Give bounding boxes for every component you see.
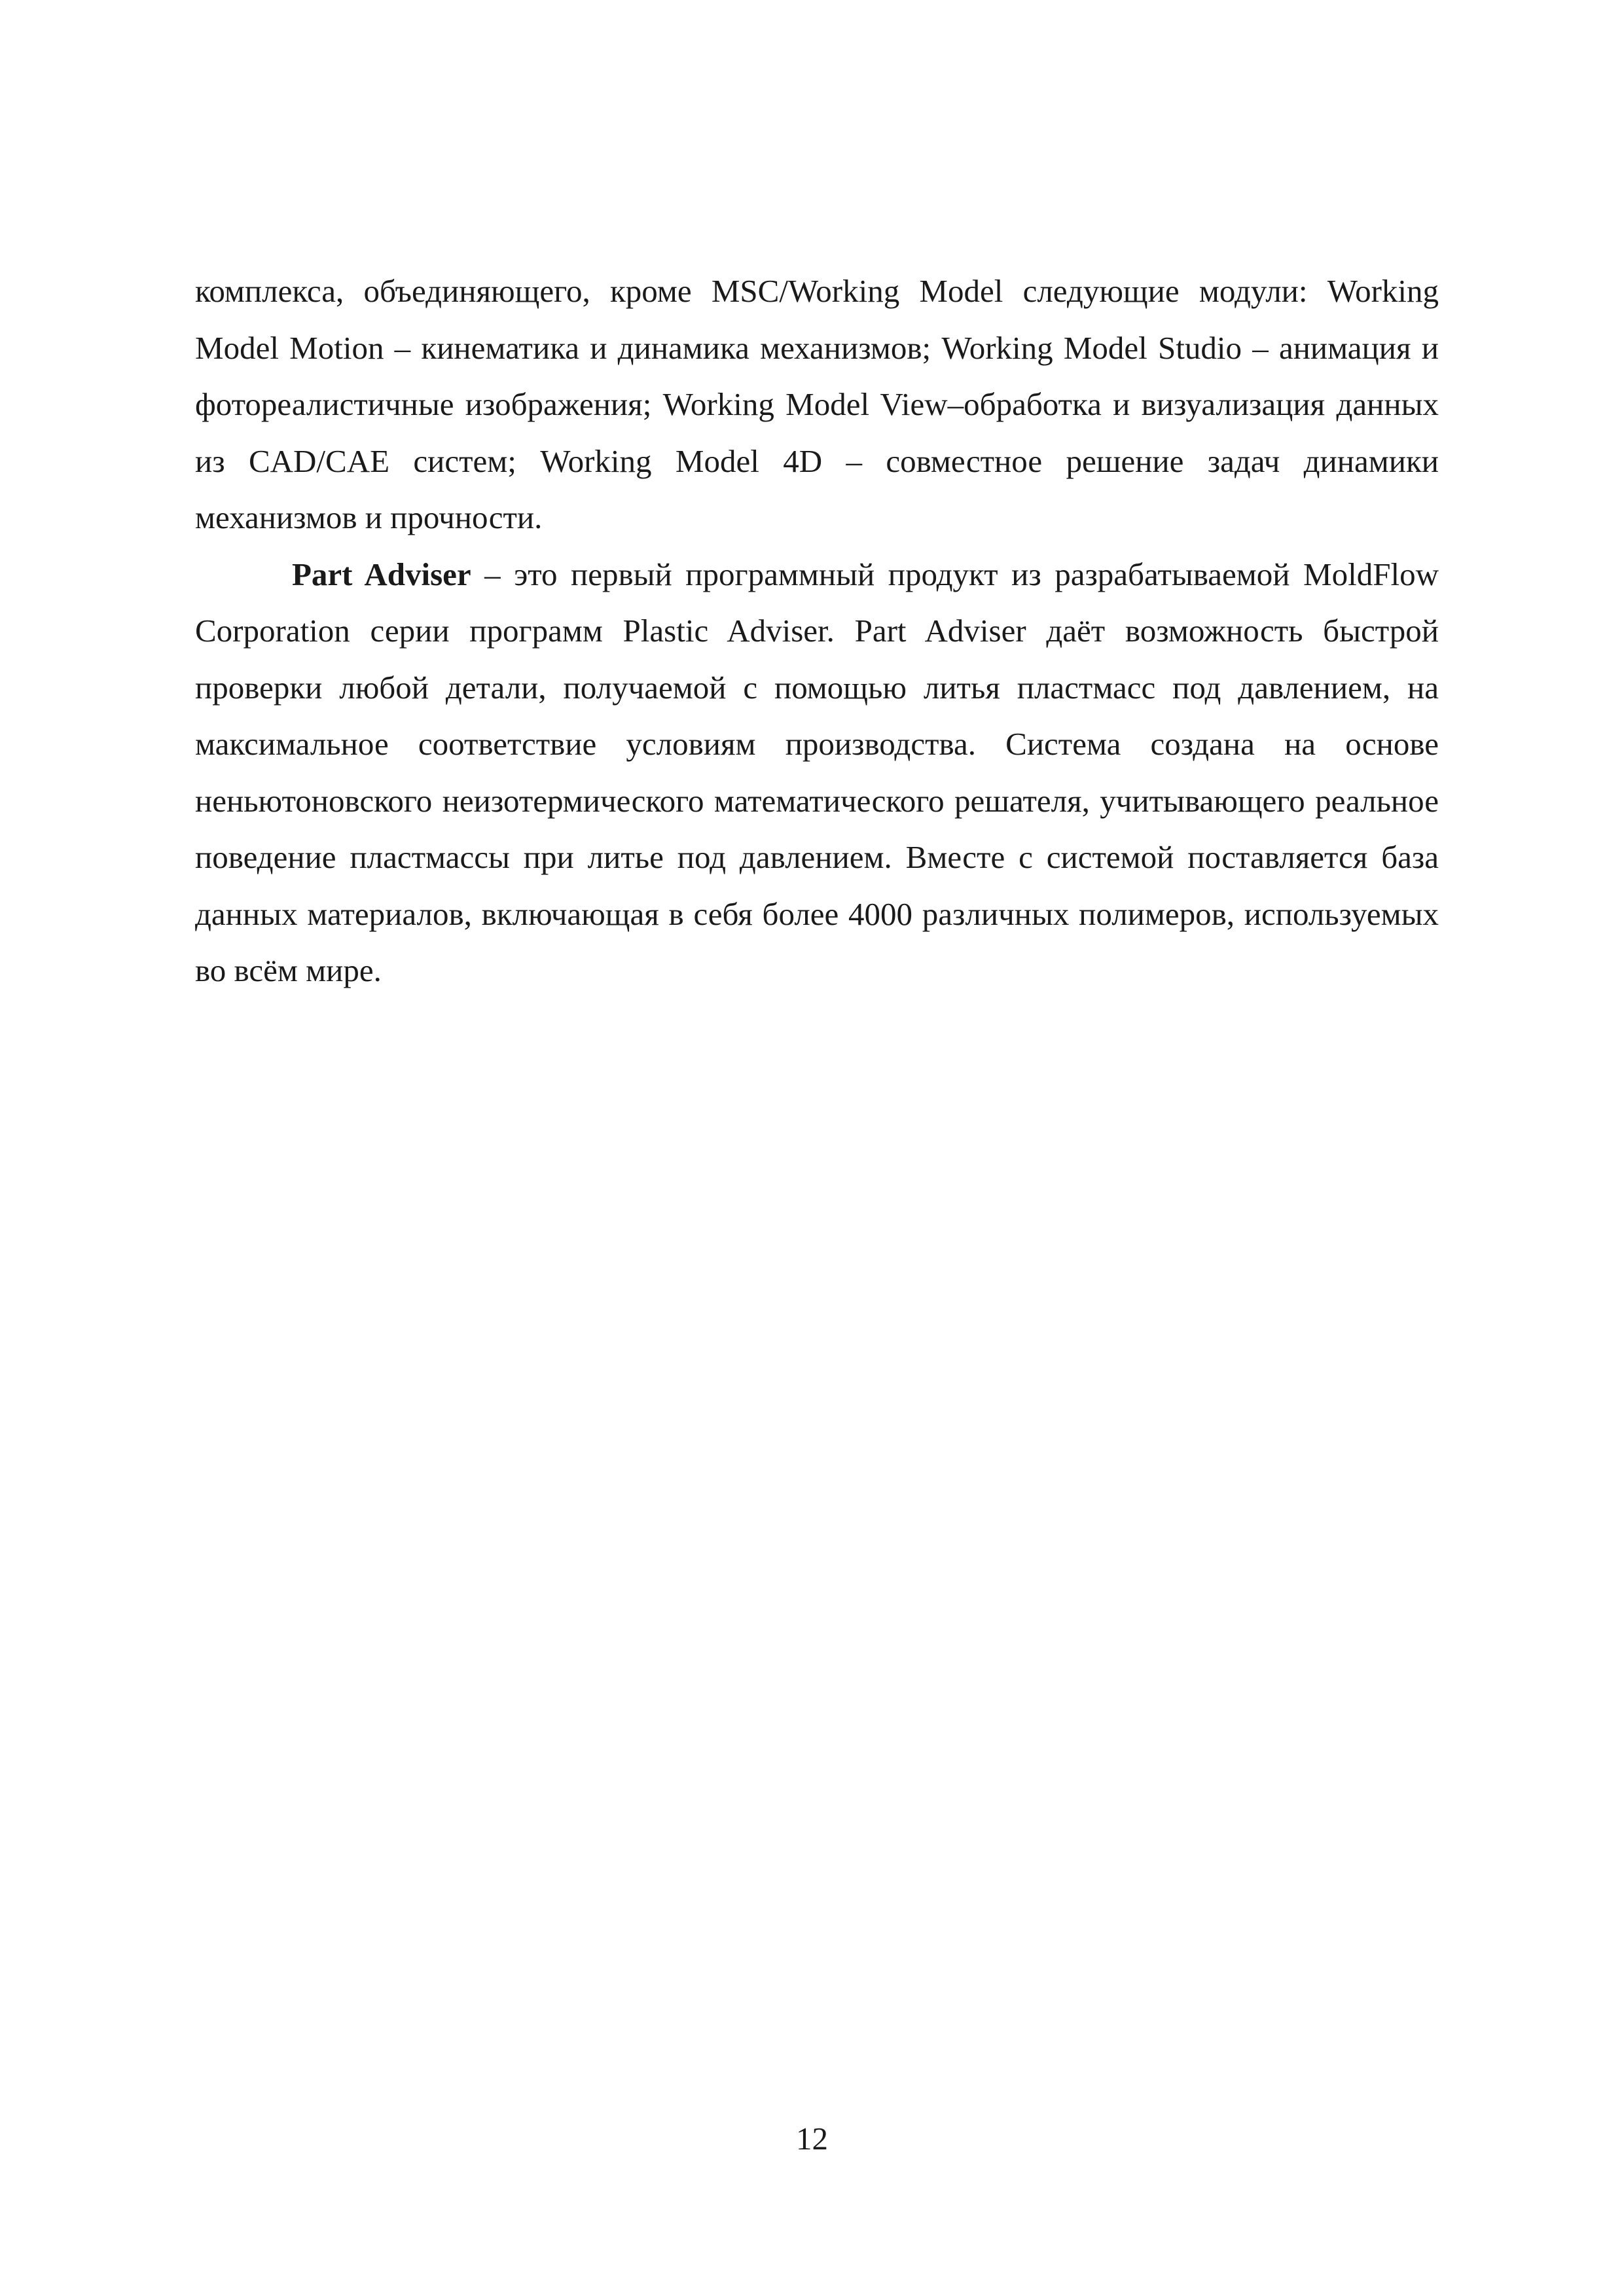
paragraph-continuation [195,263,1439,547]
paragraph-text: комплекса, объединяющего, кроме MSC/Working Model следующие модули: Working Model Motion – кинематика и динамика механизмов; Working Model Studio – анимация и фотореалистичные изображения; Working Model View–обработка и визуализация данных из CAD/CAE систем; Working Model 4D – совместное решение задач динамики механизмов и прочности. [195,273,1439,535]
term-part-adviser: Part Adviser [292,556,471,592]
paragraph-text: – это первый программный продукт из разрабатываемой MoldFlow Corporation серии программ Plastic Adviser. Part Adviser даёт возможность быстрой проверки любой детали, получаемой с помощью литья пластмасс под давлением, на максимальное соответствие условиям производства. Система создана на основе неньютоновского неизотермического математического решателя, учитывающего реальное поведение пластмассы при литье под давлением. Вместе с системой поставляется база данных материалов, включающая в себя более 4000 различных полимеров, используемых во всём мире. [195,556,1439,988]
page-number: 12 [796,2121,828,2157]
paragraph-part-adviser [195,547,1439,999]
body-text [195,263,1439,999]
